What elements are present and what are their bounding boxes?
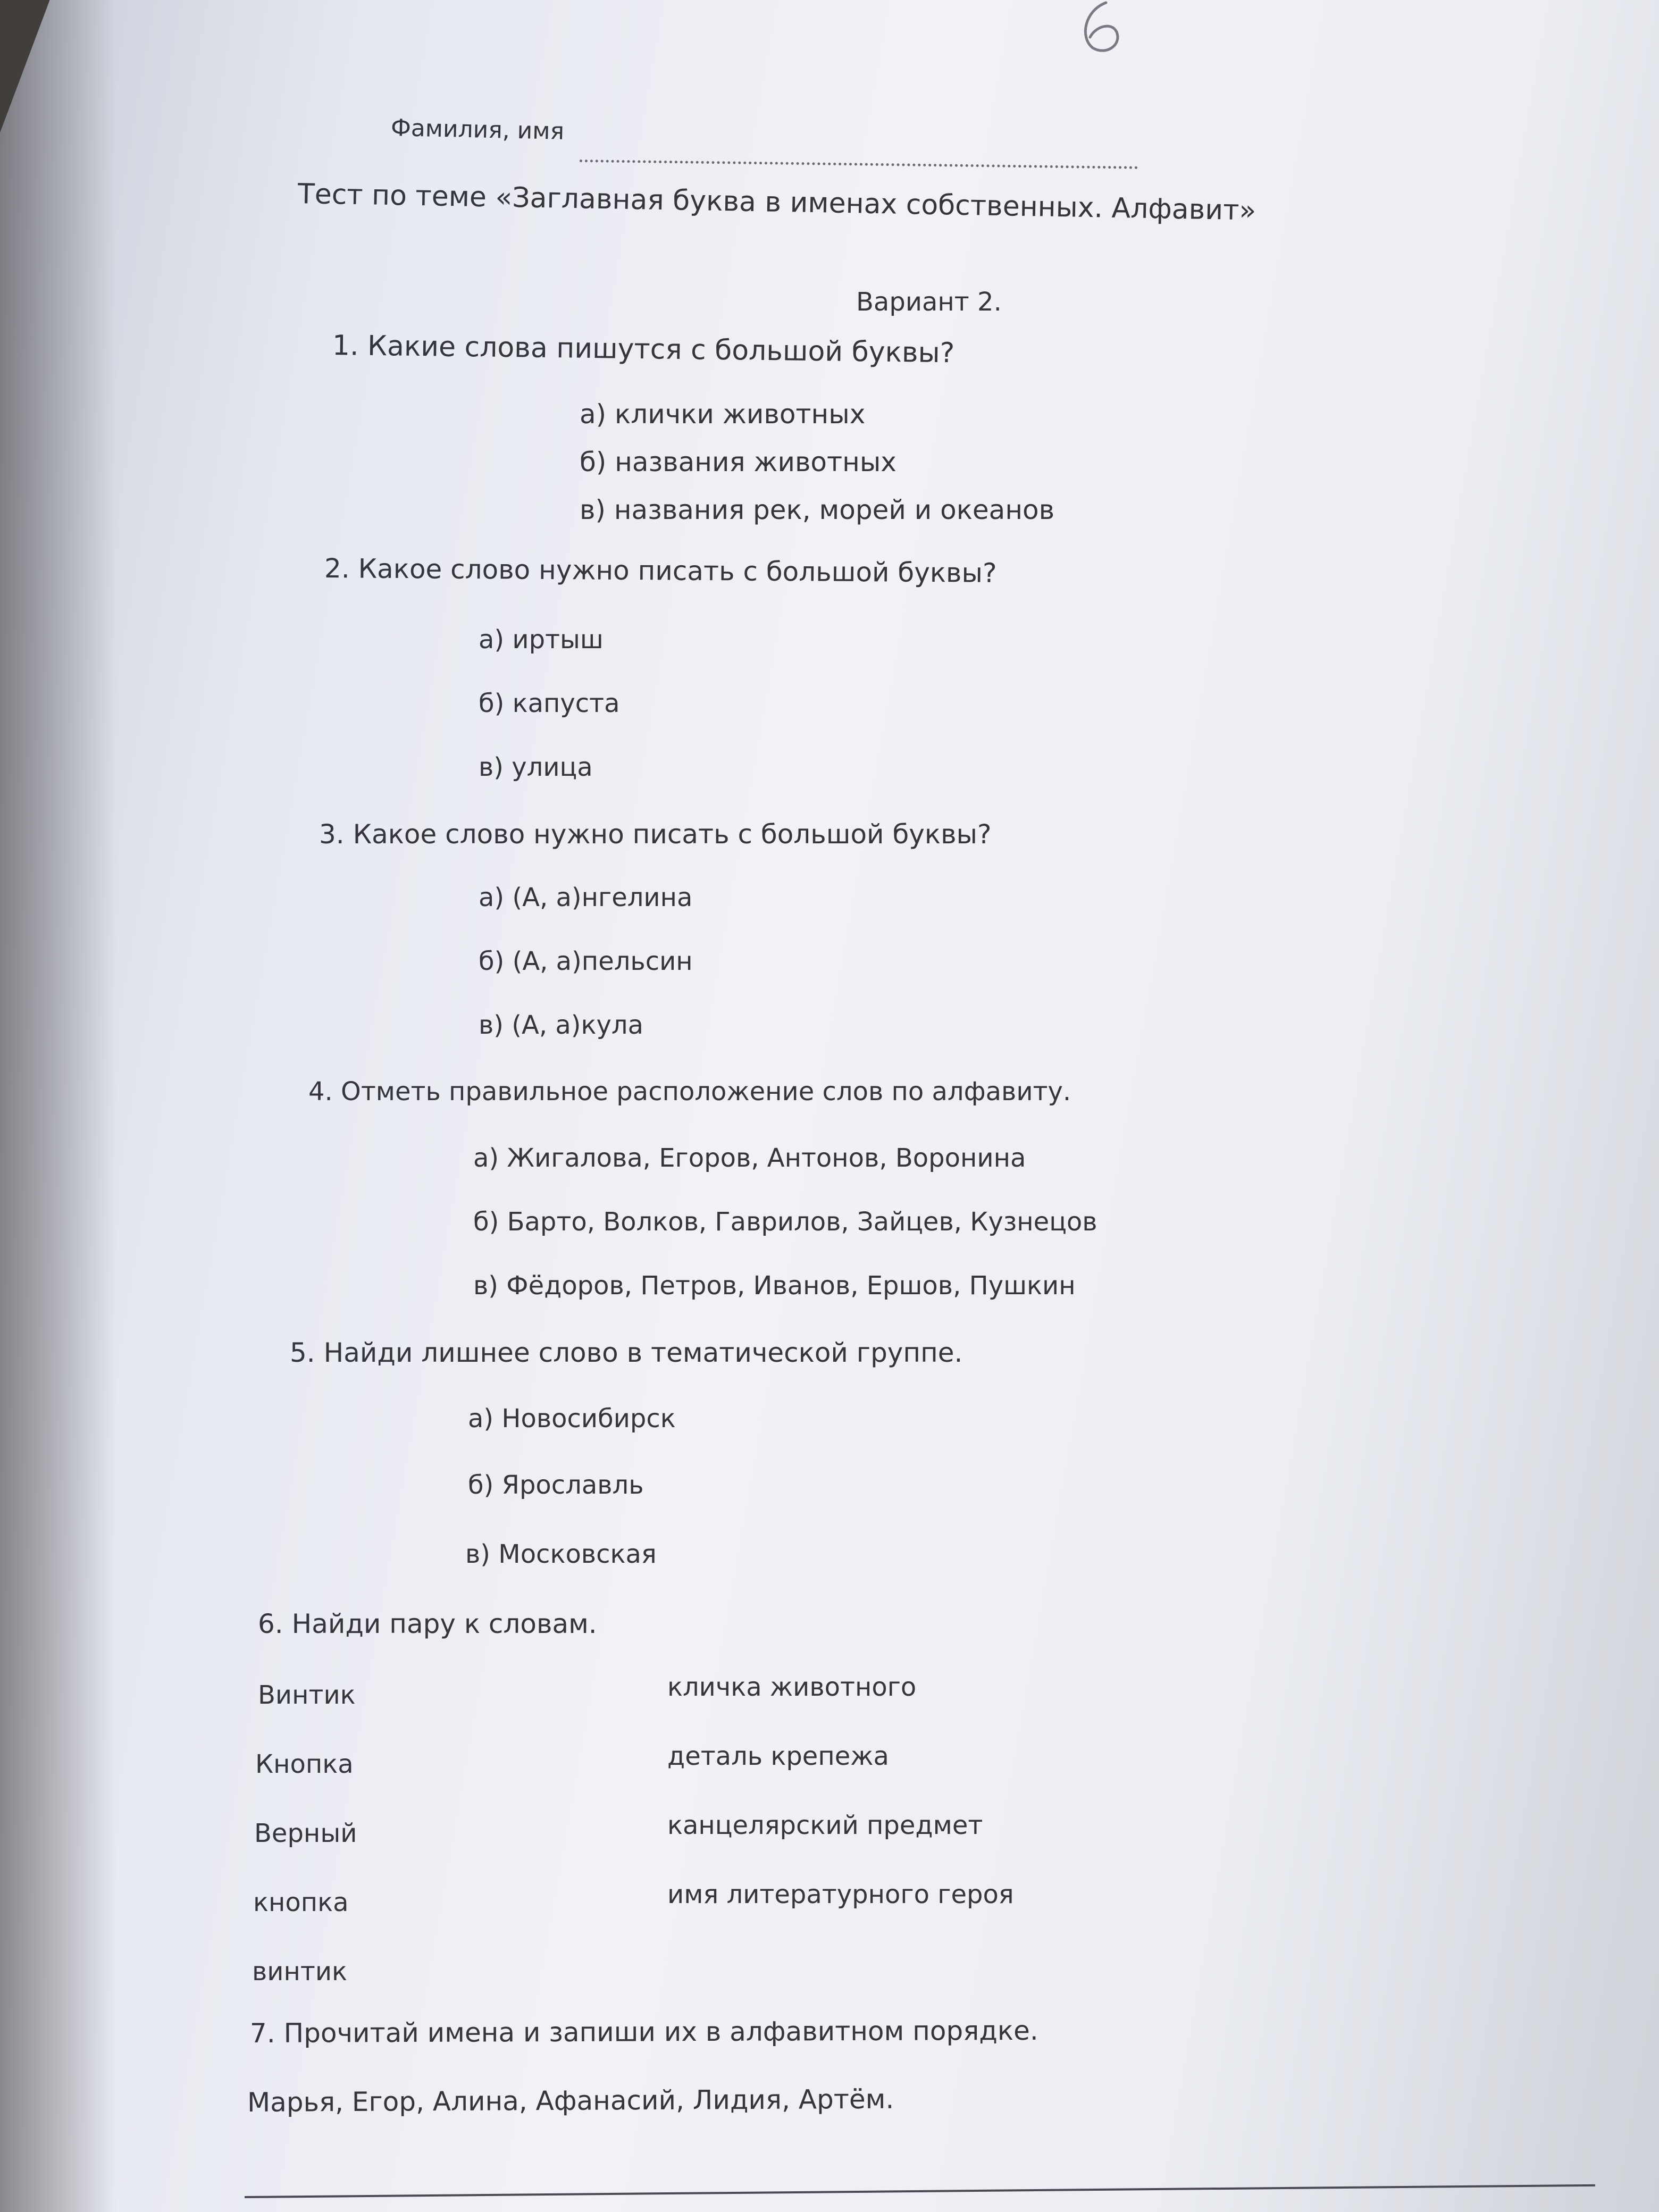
question-5: 5. Найди лишнее слово в тематической группе.: [290, 1337, 963, 1368]
q5-option-c[interactable]: в) Московская: [465, 1539, 657, 1569]
q6-left-word[interactable]: кнопка: [253, 1888, 349, 1917]
question-3: 3. Какое слово нужно писать с большой буквы?: [319, 819, 992, 850]
q6-right-word[interactable]: кличка животного: [667, 1672, 917, 1702]
q4-option-b[interactable]: б) Барто, Волков, Гаврилов, Зайцев, Кузнецов: [473, 1207, 1097, 1237]
page-shadow: [0, 0, 117, 2212]
q6-left-word[interactable]: Верный: [254, 1819, 357, 1848]
q1-option-a[interactable]: а) клички животных: [580, 399, 866, 430]
name-label: Фамилия, имя: [390, 114, 565, 145]
question-4: 4. Отметь правильное расположение слов по алфавиту.: [308, 1077, 1071, 1107]
q2-option-b[interactable]: б) капуста: [479, 689, 620, 718]
q7-names: Марья, Егор, Алина, Афанасий, Лидия, Артём.: [247, 2083, 894, 2118]
question-1: 1. Какие слова пишутся с большой буквы?: [332, 330, 955, 370]
q3-option-a[interactable]: а) (А, а)нгелина: [479, 883, 693, 912]
question-6: 6. Найди пару к словам.: [258, 1608, 597, 1639]
q2-option-a[interactable]: а) иртыш: [479, 625, 604, 655]
q6-right-word[interactable]: канцелярский предмет: [667, 1811, 983, 1840]
q5-option-b[interactable]: б) Ярославль: [468, 1470, 644, 1500]
q6-left-word[interactable]: Кнопка: [255, 1749, 354, 1779]
question-7: 7. Прочитай имена и запиши их в алфавитном порядке.: [249, 2015, 1038, 2049]
q6-left-word[interactable]: винтик: [252, 1957, 348, 1987]
q5-option-a[interactable]: а) Новосибирск: [468, 1404, 676, 1434]
q2-option-c[interactable]: в) улица: [479, 752, 593, 782]
q3-option-c[interactable]: в) (А, а)кула: [479, 1010, 643, 1040]
document-title: Тест по теме «Заглавная буква в именах собственных. Алфавит»: [297, 178, 1256, 227]
q4-option-c[interactable]: в) Фёдоров, Петров, Иванов, Ершов, Пушкин: [473, 1271, 1076, 1301]
q1-option-c[interactable]: в) названия рек, морей и океанов: [580, 495, 1055, 525]
q4-option-a[interactable]: а) Жигалова, Егоров, Антонов, Воронина: [473, 1143, 1026, 1173]
question-2: 2. Какое слово нужно писать с большой буквы?: [324, 553, 997, 589]
variant-label: Вариант 2.: [856, 287, 1002, 317]
q6-left-word[interactable]: Винтик: [258, 1680, 356, 1710]
q3-option-b[interactable]: б) (А, а)пельсин: [479, 946, 693, 976]
q6-right-word[interactable]: деталь крепежа: [667, 1741, 889, 1771]
pencil-mark-icon: [1069, 0, 1133, 58]
q6-right-word[interactable]: имя литературного героя: [667, 1880, 1014, 1909]
q1-option-b[interactable]: б) названия животных: [580, 447, 896, 477]
